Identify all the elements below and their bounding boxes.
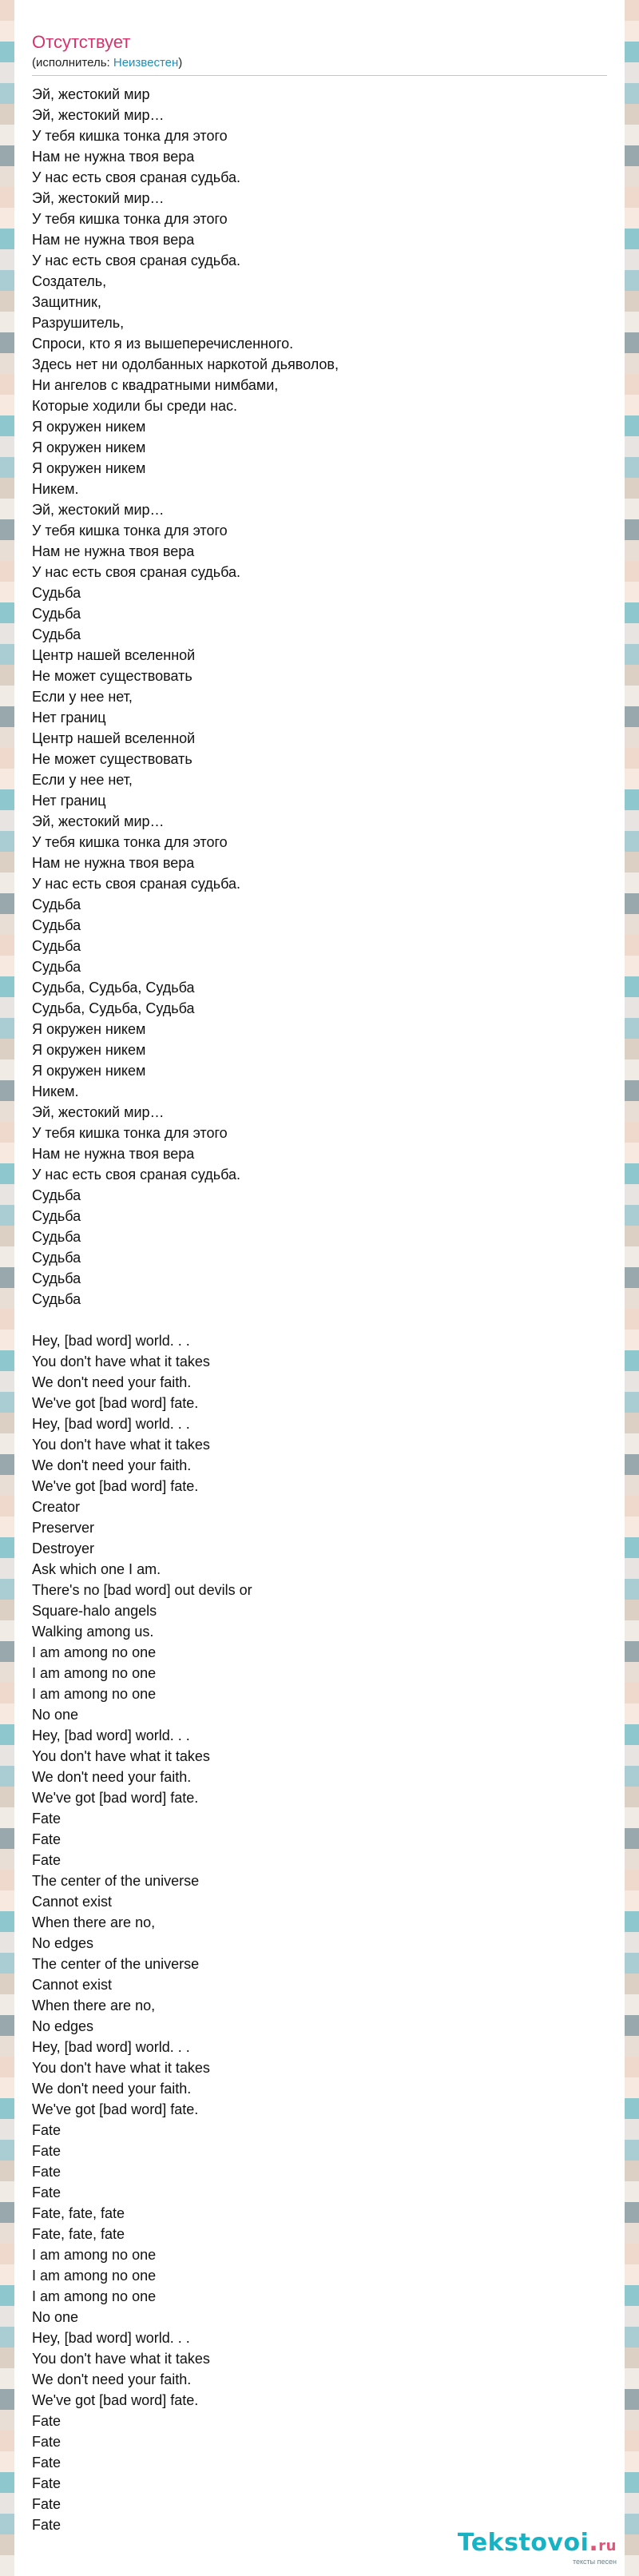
lyric-line: Fate <box>32 2143 62 2159</box>
lyric-line: Я окружен никем <box>32 1042 146 1058</box>
lyric-line <box>32 1310 607 1330</box>
lyric-line: We've got [bad word] fate. <box>32 2392 199 2408</box>
lyric-line: Не может существовать <box>32 668 192 684</box>
lyric-line: Не может существовать <box>32 751 192 767</box>
lyric-line: Здесь нет ни одолбанных наркотой дьяволов, <box>32 356 339 372</box>
lyric-line: Я окружен никем <box>32 1063 146 1079</box>
lyric-line: Нам не нужна твоя вера <box>32 855 195 871</box>
lyric-line: Судьба <box>32 1270 81 1286</box>
lyric-line: You don't have what it takes <box>32 1437 210 1453</box>
lyric-line: Cannot exist <box>32 1894 113 1910</box>
lyric-line: Судьба <box>32 1208 81 1224</box>
lyric-line: Fate <box>32 1811 62 1827</box>
lyric-line: Нам не нужна твоя вера <box>32 543 195 559</box>
lyric-line: Эй, жестокий мир… <box>32 1104 165 1120</box>
header-divider <box>32 75 607 76</box>
lyric-line: I am among no one <box>32 1665 157 1681</box>
lyric-line: Судьба, Судьба, Судьба <box>32 980 195 996</box>
lyric-line: Я окружен никем <box>32 460 146 476</box>
lyric-line: We've got [bad word] fate. <box>32 1790 199 1806</box>
lyric-line: We don't need your faith. <box>32 2081 192 2097</box>
lyric-line: I am among no one <box>32 2247 157 2263</box>
lyric-line: У нас есть своя сраная судьба. <box>32 564 241 580</box>
lyric-line: У тебя кишка тонка для этого <box>32 211 228 227</box>
lyric-line: You don't have what it takes <box>32 1748 210 1764</box>
lyric-line: Эй, жестокий мир… <box>32 107 165 123</box>
byline-prefix: (исполнитель: <box>32 56 113 70</box>
lyric-line: Судьба <box>32 1229 81 1245</box>
lyric-line: Hey, [bad word] world. . . <box>32 1333 190 1349</box>
lyric-line: Fate <box>32 2434 62 2450</box>
lyric-line: Защитник, <box>32 294 101 310</box>
lyric-line: Судьба <box>32 1187 81 1203</box>
lyric-line: Создатель, <box>32 273 107 289</box>
site-logo[interactable] <box>458 2530 617 2566</box>
lyric-line: Если у нее нет, <box>32 689 133 705</box>
lyric-line: Fate <box>32 2122 62 2138</box>
lyric-line: Судьба <box>32 626 81 642</box>
lyric-line: Hey, [bad word] world. . . <box>32 2330 190 2346</box>
lyric-line: No edges <box>32 2018 94 2034</box>
lyric-line: У нас есть своя сраная судьба. <box>32 1167 241 1183</box>
lyric-line: Судьба <box>32 606 81 622</box>
lyric-line: Судьба <box>32 585 81 601</box>
lyric-line: Судьба <box>32 1291 81 1307</box>
lyric-line: Hey, [bad word] world. . . <box>32 2039 190 2055</box>
lyric-line: Никем. <box>32 481 79 497</box>
lyric-line: Нам не нужна твоя вера <box>32 1146 195 1162</box>
lyric-line: Эй, жестокий мир… <box>32 190 165 206</box>
lyric-line: Ни ангелов с квадратными нимбами, <box>32 377 279 393</box>
lyric-line: Ask which one I am. <box>32 1561 161 1577</box>
lyric-line: We don't need your faith. <box>32 1457 192 1473</box>
lyric-line: Эй, жестокий мир <box>32 86 150 102</box>
lyric-line: У нас есть своя сраная судьба. <box>32 169 241 185</box>
logo-dot: . <box>589 2529 599 2557</box>
song-title: Отсутствует <box>32 32 131 52</box>
lyric-line: I am among no one <box>32 2288 157 2304</box>
lyric-line: I am among no one <box>32 1686 157 1702</box>
logo-wordmark <box>458 2530 617 2559</box>
lyric-line: Спроси, кто я из вышеперечисленного. <box>32 336 294 352</box>
lyric-line: Если у нее нет, <box>32 772 133 788</box>
lyric-line: Creator <box>32 1499 81 1515</box>
lyric-line: Никем. <box>32 1083 79 1099</box>
lyric-line: Fate <box>32 2475 62 2491</box>
lyric-line: Fate <box>32 2184 62 2200</box>
lyric-line: Preserver <box>32 1520 95 1536</box>
lyric-line: I am among no one <box>32 2268 157 2284</box>
lyric-line: Судьба, Судьба, Судьба <box>32 1000 195 1016</box>
lyric-line: Нет границ <box>32 793 106 809</box>
logo-tld: ru <box>598 2538 617 2554</box>
lyric-line: Square-halo angels <box>32 1603 157 1619</box>
lyric-line: Эй, жестокий мир… <box>32 502 165 518</box>
lyric-line: Fate, fate, fate <box>32 2205 125 2221</box>
lyric-line: Центр нашей вселенной <box>32 730 196 746</box>
lyric-line: Fate <box>32 2496 62 2512</box>
content-panel <box>14 0 625 2576</box>
lyric-line: У нас есть своя сраная судьба. <box>32 876 241 892</box>
lyric-line: You don't have what it takes <box>32 2351 210 2367</box>
lyric-line: No edges <box>32 1935 94 1951</box>
lyric-line: Fate <box>32 1852 62 1868</box>
lyric-line: There's no [bad word] out devils or <box>32 1582 252 1598</box>
lyric-line: У тебя кишка тонка для этого <box>32 834 228 850</box>
lyric-line: Hey, [bad word] world. . . <box>32 1727 190 1743</box>
lyric-line: Судьба <box>32 1250 81 1266</box>
artist-byline <box>32 56 182 70</box>
logo-tagline: тексты песен <box>572 2558 617 2566</box>
lyric-line: We've got [bad word] fate. <box>32 2101 199 2117</box>
lyric-line: Destroyer <box>32 1540 95 1556</box>
lyric-line: Судьба <box>32 917 81 933</box>
lyric-line: У нас есть своя сраная судьба. <box>32 252 241 268</box>
lyric-line: When there are no, <box>32 1998 156 2013</box>
artist-link[interactable]: Неизвестен <box>113 56 179 70</box>
lyric-line: Fate <box>32 2164 62 2180</box>
lyric-line: Нет границ <box>32 710 106 725</box>
lyric-line: Hey, [bad word] world. . . <box>32 1416 190 1432</box>
lyric-line: I am among no one <box>32 1644 157 1660</box>
lyric-line: Разрушитель, <box>32 315 125 331</box>
lyric-line: Судьба <box>32 938 81 954</box>
lyric-line: Fate <box>32 2517 62 2533</box>
lyric-line: Fate <box>32 2455 62 2471</box>
lyric-line: We've got [bad word] fate. <box>32 1478 199 1494</box>
lyric-line: You don't have what it takes <box>32 2060 210 2076</box>
lyric-line: Fate, fate, fate <box>32 2226 125 2242</box>
lyric-line: No one <box>32 2309 79 2325</box>
lyric-line: Нам не нужна твоя вера <box>32 232 195 248</box>
lyric-line: You don't have what it takes <box>32 1354 210 1369</box>
lyrics-text <box>32 84 607 2535</box>
lyric-line: We've got [bad word] fate. <box>32 1395 199 1411</box>
lyric-line: When there are no, <box>32 1914 156 1930</box>
lyric-line: Fate <box>32 2413 62 2429</box>
lyric-line: We don't need your faith. <box>32 1769 192 1785</box>
lyric-line: Cannot exist <box>32 1977 113 1993</box>
lyric-line: Центр нашей вселенной <box>32 647 196 663</box>
lyric-line: Я окружен никем <box>32 1021 146 1037</box>
lyric-line: Судьба <box>32 959 81 975</box>
lyric-line: Эй, жестокий мир… <box>32 813 165 829</box>
lyric-line: У тебя кишка тонка для этого <box>32 1125 228 1141</box>
lyric-line: Которые ходили бы среди нас. <box>32 398 238 414</box>
lyric-line: Судьба <box>32 896 81 912</box>
lyric-line: No one <box>32 1707 79 1723</box>
lyric-line: The center of the universe <box>32 1873 200 1889</box>
byline-suffix: ) <box>178 56 183 70</box>
lyric-line: Я окружен никем <box>32 439 146 455</box>
lyric-line: Я окружен никем <box>32 419 146 435</box>
lyric-line: Нам не нужна твоя вера <box>32 149 195 165</box>
lyric-line: The center of the universe <box>32 1956 200 1972</box>
lyric-line: Walking among us. <box>32 1624 154 1640</box>
lyric-line: У тебя кишка тонка для этого <box>32 128 228 144</box>
lyric-line: У тебя кишка тонка для этого <box>32 523 228 539</box>
logo-name: Tekstovoi <box>457 2529 589 2557</box>
lyric-line: We don't need your faith. <box>32 1374 192 1390</box>
lyric-line: Fate <box>32 1831 62 1847</box>
lyric-line: We don't need your faith. <box>32 2371 192 2387</box>
